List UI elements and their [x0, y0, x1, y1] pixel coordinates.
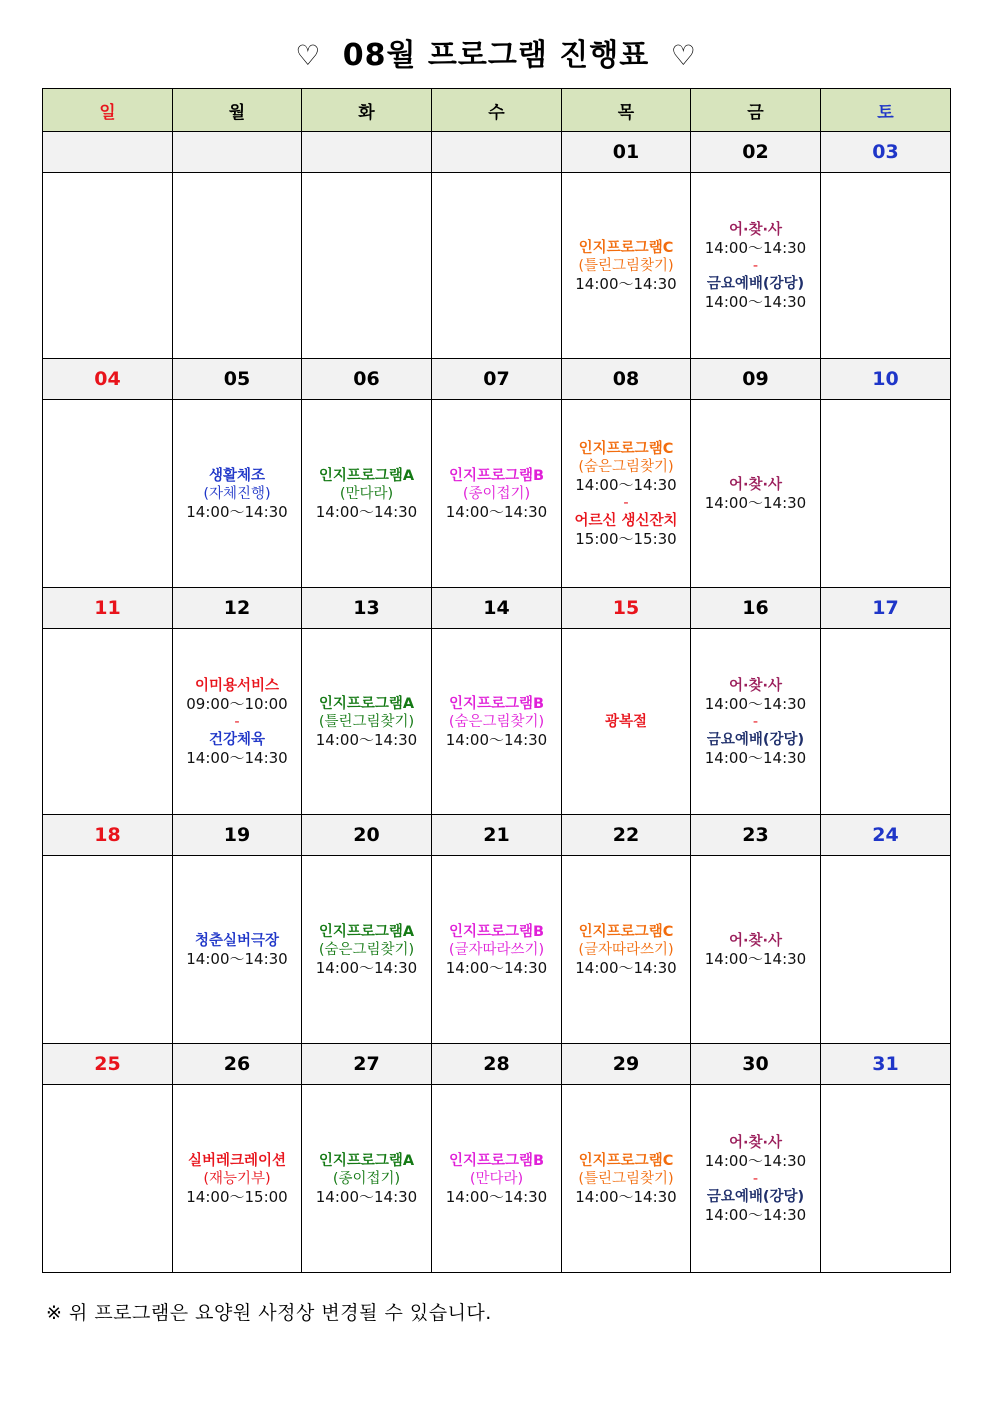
event-item: [562, 923, 690, 977]
date-number-fri: 30: [691, 1044, 821, 1085]
day-cell-wed: [432, 173, 562, 359]
event-time: 14:00～14:30: [575, 475, 677, 494]
event-time: 14:00～14:30: [704, 1151, 807, 1170]
event-title: 금요예배(강당): [706, 275, 805, 292]
event-time: 09:00～10:00: [186, 694, 288, 713]
event-time: 14:00～14:30: [186, 748, 288, 767]
day-cell-wed: [432, 856, 562, 1044]
event-subtitle: (숨은그림찾기): [578, 458, 674, 475]
day-cell-sat: [821, 629, 951, 815]
event-title: 인지프로그램C: [578, 239, 674, 256]
heart-left-icon: ♡: [295, 39, 322, 72]
event-item: [302, 695, 431, 749]
day-cell-fri: [691, 1085, 821, 1273]
event-item: [691, 1188, 820, 1224]
day-cell-fri: [691, 173, 821, 359]
event-time: 14:00～14:30: [704, 748, 807, 767]
date-number-wed: 14: [432, 588, 562, 629]
event-item: [562, 239, 690, 293]
weekday-sun: 일: [43, 89, 173, 132]
date-number-thu: 15: [562, 588, 691, 629]
day-cell-fri: [691, 629, 821, 815]
event-time: 14:00～14:30: [445, 958, 548, 977]
day-cell-thu: [562, 1085, 691, 1273]
day-cell-sat: [821, 400, 951, 588]
date-number-sat: 17: [821, 588, 951, 629]
event-item: [691, 221, 820, 257]
date-number-tue: 20: [302, 815, 432, 856]
weekday-header-row: [43, 89, 951, 132]
event-title: 이미용서비스: [194, 677, 280, 694]
event-title: 인지프로그램A: [318, 467, 415, 484]
date-number-tue: 27: [302, 1044, 432, 1085]
event-item: [691, 677, 820, 713]
day-cell-thu: [562, 400, 691, 588]
page-title: [0, 30, 992, 74]
event-item: [562, 440, 690, 494]
event-item: [432, 1152, 561, 1206]
day-cell-sun: [43, 400, 173, 588]
date-number-fri: 16: [691, 588, 821, 629]
event-subtitle: (종이접기): [462, 485, 531, 502]
event-time: 14:00～14:30: [315, 502, 418, 521]
day-cell-tue: [302, 629, 432, 815]
event-item: [562, 713, 690, 731]
day-cell-sun: [43, 629, 173, 815]
date-number-fri: 02: [691, 132, 821, 173]
event-separator: -: [752, 1170, 759, 1187]
event-title: 생활체조: [208, 467, 266, 484]
event-item: [691, 932, 820, 968]
event-title: 실버레크레이션: [187, 1152, 287, 1169]
event-time: 14:00～15:00: [186, 1187, 288, 1206]
date-number-wed: [432, 132, 562, 173]
event-title: 인지프로그램B: [448, 467, 545, 484]
date-number-wed: 28: [432, 1044, 562, 1085]
day-cell-sun: [43, 173, 173, 359]
event-separator: -: [752, 713, 759, 730]
day-cell-fri: [691, 856, 821, 1044]
event-title: 청춘실버극장: [194, 932, 280, 949]
event-item: [302, 923, 431, 977]
day-cell-wed: [432, 629, 562, 815]
date-number-thu: 22: [562, 815, 691, 856]
event-title: 광복절: [604, 713, 648, 730]
day-cell-tue: [302, 856, 432, 1044]
date-number-thu: 08: [562, 359, 691, 400]
event-time: 15:00～15:30: [575, 529, 677, 548]
day-cell-thu: [562, 173, 691, 359]
event-title: 어·찾·사: [728, 932, 783, 949]
date-number-sun: 25: [43, 1044, 173, 1085]
event-title: 어르신 생신잔치: [574, 512, 678, 529]
event-item: [562, 512, 690, 548]
day-cell-tue: [302, 400, 432, 588]
event-title: 어·찾·사: [728, 677, 783, 694]
event-subtitle: (만다라): [339, 485, 394, 502]
day-cell-thu: [562, 856, 691, 1044]
event-title: 어·찾·사: [728, 476, 783, 493]
day-cell-mon: [173, 856, 302, 1044]
date-row: [43, 1044, 951, 1085]
event-row: [43, 1085, 951, 1273]
event-time: 14:00～14:30: [445, 502, 548, 521]
weekday-thu: 목: [562, 89, 691, 132]
event-item: [432, 923, 561, 977]
event-time: 14:00～14:30: [704, 493, 807, 512]
weekday-mon: 월: [173, 89, 302, 132]
event-title: 금요예배(강당): [706, 1188, 805, 1205]
event-time: 14:00～14:30: [445, 730, 548, 749]
event-time: 14:00～14:30: [575, 1187, 677, 1206]
date-number-tue: 06: [302, 359, 432, 400]
event-time: 14:00～14:30: [315, 730, 418, 749]
event-subtitle: (틀린그림찾기): [578, 1170, 674, 1187]
date-number-tue: 13: [302, 588, 432, 629]
event-item: [173, 932, 301, 968]
event-item: [691, 731, 820, 767]
date-number-sat: 31: [821, 1044, 951, 1085]
day-cell-mon: [173, 629, 302, 815]
event-item: [173, 1152, 301, 1206]
date-number-wed: 07: [432, 359, 562, 400]
event-title: 인지프로그램C: [578, 923, 674, 940]
date-number-sun: 04: [43, 359, 173, 400]
event-time: 14:00～14:30: [704, 292, 807, 311]
weekday-sat: 토: [821, 89, 951, 132]
event-time: 14:00～14:30: [315, 1187, 418, 1206]
event-title: 인지프로그램A: [318, 923, 415, 940]
date-number-thu: 29: [562, 1044, 691, 1085]
event-item: [691, 275, 820, 311]
event-title: 인지프로그램A: [318, 1152, 415, 1169]
event-row: [43, 629, 951, 815]
event-item: [432, 695, 561, 749]
event-row: [43, 400, 951, 588]
date-number-wed: 21: [432, 815, 562, 856]
event-time: 14:00～14:30: [704, 1205, 807, 1224]
date-number-thu: 01: [562, 132, 691, 173]
day-cell-mon: [173, 1085, 302, 1273]
event-subtitle: (종이접기): [332, 1170, 401, 1187]
day-cell-sat: [821, 856, 951, 1044]
date-row: [43, 588, 951, 629]
day-cell-wed: [432, 400, 562, 588]
calendar-body: [43, 132, 951, 1273]
date-number-sun: [43, 132, 173, 173]
event-subtitle: (만다라): [469, 1170, 524, 1187]
date-number-mon: 05: [173, 359, 302, 400]
heart-right-icon: ♡: [670, 39, 697, 72]
event-item: [173, 731, 301, 767]
event-subtitle: (숨은그림찾기): [318, 941, 415, 958]
event-separator: -: [234, 713, 240, 730]
event-item: [691, 476, 820, 512]
day-cell-tue: [302, 173, 432, 359]
day-cell-mon: [173, 400, 302, 588]
event-time: 14:00～14:30: [704, 949, 807, 968]
day-cell-sun: [43, 856, 173, 1044]
event-item: [302, 1152, 431, 1206]
day-cell-sat: [821, 1085, 951, 1273]
event-title: 인지프로그램B: [448, 695, 545, 712]
day-cell-sun: [43, 1085, 173, 1273]
event-item: [562, 1152, 690, 1206]
date-number-sat: 03: [821, 132, 951, 173]
date-number-fri: 09: [691, 359, 821, 400]
event-row: [43, 856, 951, 1044]
day-cell-fri: [691, 400, 821, 588]
event-separator: -: [623, 494, 629, 511]
event-subtitle: (자체진행): [203, 485, 271, 502]
page-title-text: 08월 프로그램 진행표: [342, 38, 650, 73]
date-number-mon: [173, 132, 302, 173]
event-item: [432, 467, 561, 521]
event-title: 어·찾·사: [728, 1134, 783, 1151]
event-title: 건강체육: [208, 731, 266, 748]
event-title: 인지프로그램B: [448, 923, 545, 940]
event-subtitle: (틀린그림찾기): [318, 713, 415, 730]
event-title: 인지프로그램C: [578, 440, 674, 457]
event-item: [173, 467, 301, 521]
event-subtitle: (숨은그림찾기): [448, 713, 545, 730]
event-time: 14:00～14:30: [575, 274, 677, 293]
day-cell-sat: [821, 173, 951, 359]
event-title: 어·찾·사: [728, 221, 783, 238]
date-number-sun: 11: [43, 588, 173, 629]
date-number-fri: 23: [691, 815, 821, 856]
weekday-fri: 금: [691, 89, 821, 132]
event-time: 14:00～14:30: [445, 1187, 548, 1206]
calendar-table: [42, 88, 951, 1273]
day-cell-mon: [173, 173, 302, 359]
weekday-wed: 수: [432, 89, 562, 132]
date-number-sun: 18: [43, 815, 173, 856]
event-title: 인지프로그램A: [318, 695, 415, 712]
event-title: 인지프로그램B: [448, 1152, 545, 1169]
event-row: [43, 173, 951, 359]
date-number-mon: 12: [173, 588, 302, 629]
date-number-sat: 24: [821, 815, 951, 856]
event-time: 14:00～14:30: [186, 502, 288, 521]
event-title: 금요예배(강당): [706, 731, 805, 748]
event-time: 14:00～14:30: [704, 238, 807, 257]
day-cell-wed: [432, 1085, 562, 1273]
event-time: 14:00～14:30: [575, 958, 677, 977]
date-number-mon: 26: [173, 1044, 302, 1085]
event-separator: -: [752, 257, 759, 274]
date-row: [43, 132, 951, 173]
event-title: 인지프로그램C: [578, 1152, 674, 1169]
footer-note: ※ 위 프로그램은 요양원 사정상 변경될 수 있습니다.: [46, 1302, 492, 1324]
date-number-tue: [302, 132, 432, 173]
date-number-sat: 10: [821, 359, 951, 400]
date-row: [43, 815, 951, 856]
event-item: [173, 677, 301, 713]
date-number-mon: 19: [173, 815, 302, 856]
event-subtitle: (재능기부): [203, 1170, 271, 1187]
date-row: [43, 359, 951, 400]
event-subtitle: (틀린그림찾기): [578, 257, 674, 274]
day-cell-tue: [302, 1085, 432, 1273]
event-subtitle: (글자따라쓰기): [578, 941, 674, 958]
day-cell-thu: [562, 629, 691, 815]
event-time: 14:00～14:30: [315, 958, 418, 977]
event-time: 14:00～14:30: [186, 949, 288, 968]
weekday-tue: 화: [302, 89, 432, 132]
event-item: [302, 467, 431, 521]
event-subtitle: (글자따라쓰기): [448, 941, 545, 958]
event-item: [691, 1134, 820, 1170]
event-time: 14:00～14:30: [704, 694, 807, 713]
